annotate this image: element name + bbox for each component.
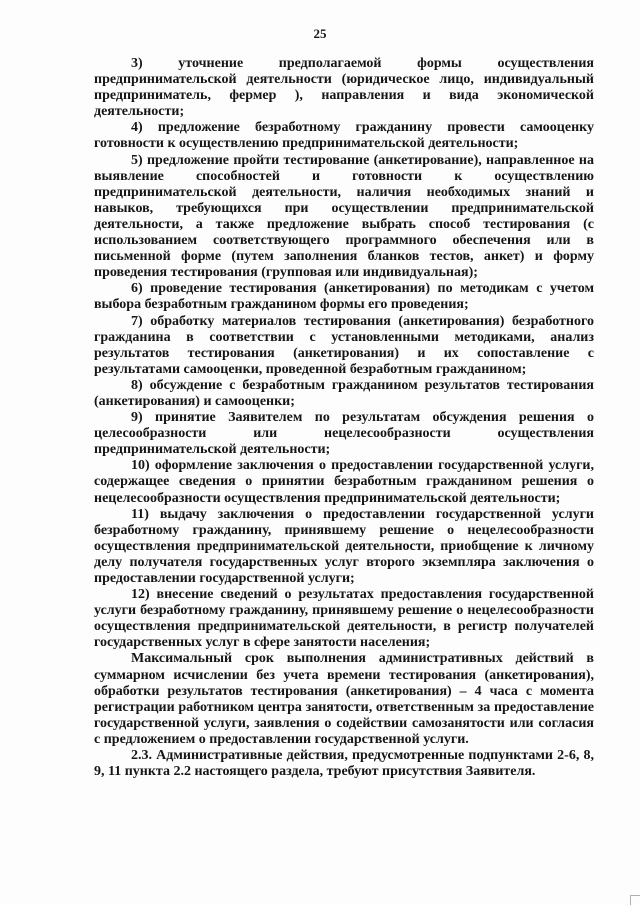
paragraph-item-10: 10) оформление заключения о предоставлении государственной услуги, содержащее сведения о принятии безработным гражданином решения о нецелесообразности осуществления предпринимательской деятельности; [94, 458, 594, 506]
paragraph-item-12: 12) внесение сведений о результатах предоставления государственной услуги безработному гражданину, принявшему решение о нецелесообразности осуществления предпринимательской деятельности, в регистр получателей государственных услуг в сфере занятости населения; [94, 587, 594, 651]
paragraph-item-8: 8) обсуждение с безработным гражданином результатов тестирования (анкетирования) и самооценки; [94, 377, 594, 409]
paragraph-item-7: 7) обработку материалов тестирования (анкетирования) безработного гражданина в соответствии с установленными методиками, анализ результатов тестирования (анкетирования) и их сопоставление с результатами самооценки, проведенной безработным гражданином; [94, 313, 594, 377]
paragraph-item-9: 9) принятие Заявителем по результатам обсуждения решения о целесообразности или нецелесообразности осуществления предпринимательской деятельности; [94, 410, 594, 458]
paragraph-item-11: 11) выдачу заключения о предоставлении государственной услуги безработному гражданину, принявшему решение о нецелесообразности осуществления предпринимательской деятельности, приобщение к личному делу получателя государственных услуг второго экземпляра заключения о предоставлении государственной услуги; [94, 506, 594, 586]
paragraph-section-2-3: 2.3. Административные действия, предусмотренные подпунктами 2-6, 8, 9, 11 пункта 2.2 настоящего раздела, требуют присутствия Заявителя. [94, 748, 594, 780]
paragraph-item-6: 6) проведение тестирования (анкетирования) по методикам с учетом выбора безработным гражданином формы его проведения; [94, 281, 594, 313]
page-number: 25 [313, 26, 327, 41]
paragraph-max-duration: Максимальный срок выполнения административных действий в суммарном исчислении без учета времени тестирования (анкетирования), обработки результатов тестирования (анкетирования) – 4 часа с момента регистрации работником центра занятости, ответственным за предоставление государственной услуги, заявления о содействии самозанятости или согласия с предложением о предоставлении государственной услуги. [94, 651, 594, 747]
paragraph-item-3: 3) уточнение предполагаемой формы осуществления предпринимательской деятельности (юридическое лицо, индивидуальный предприниматель, фермер ), направления и вида экономической деятельности; [94, 56, 594, 120]
paragraph-item-4: 4) предложение безработному гражданину провести самооценку готовности к осуществлению предпринимательской деятельности; [94, 120, 594, 152]
document-body [94, 56, 594, 780]
paragraph-item-5: 5) предложение пройти тестирование (анкетирование), направленное на выявление способностей и готовности к осуществлению предпринимательской деятельности, наличия необходимых знаний и навыков, требующихся при осуществлении предпринимательской деятельности, а также предложение выбрать способ тестирования (с использованием соответствующего программного обеспечения или в письменной форме (путем заполнения бланков тестов, анкет) и форму проведения тестирования (групповая или индивидуальная); [94, 152, 594, 281]
page-corner-mark [630, 895, 640, 905]
